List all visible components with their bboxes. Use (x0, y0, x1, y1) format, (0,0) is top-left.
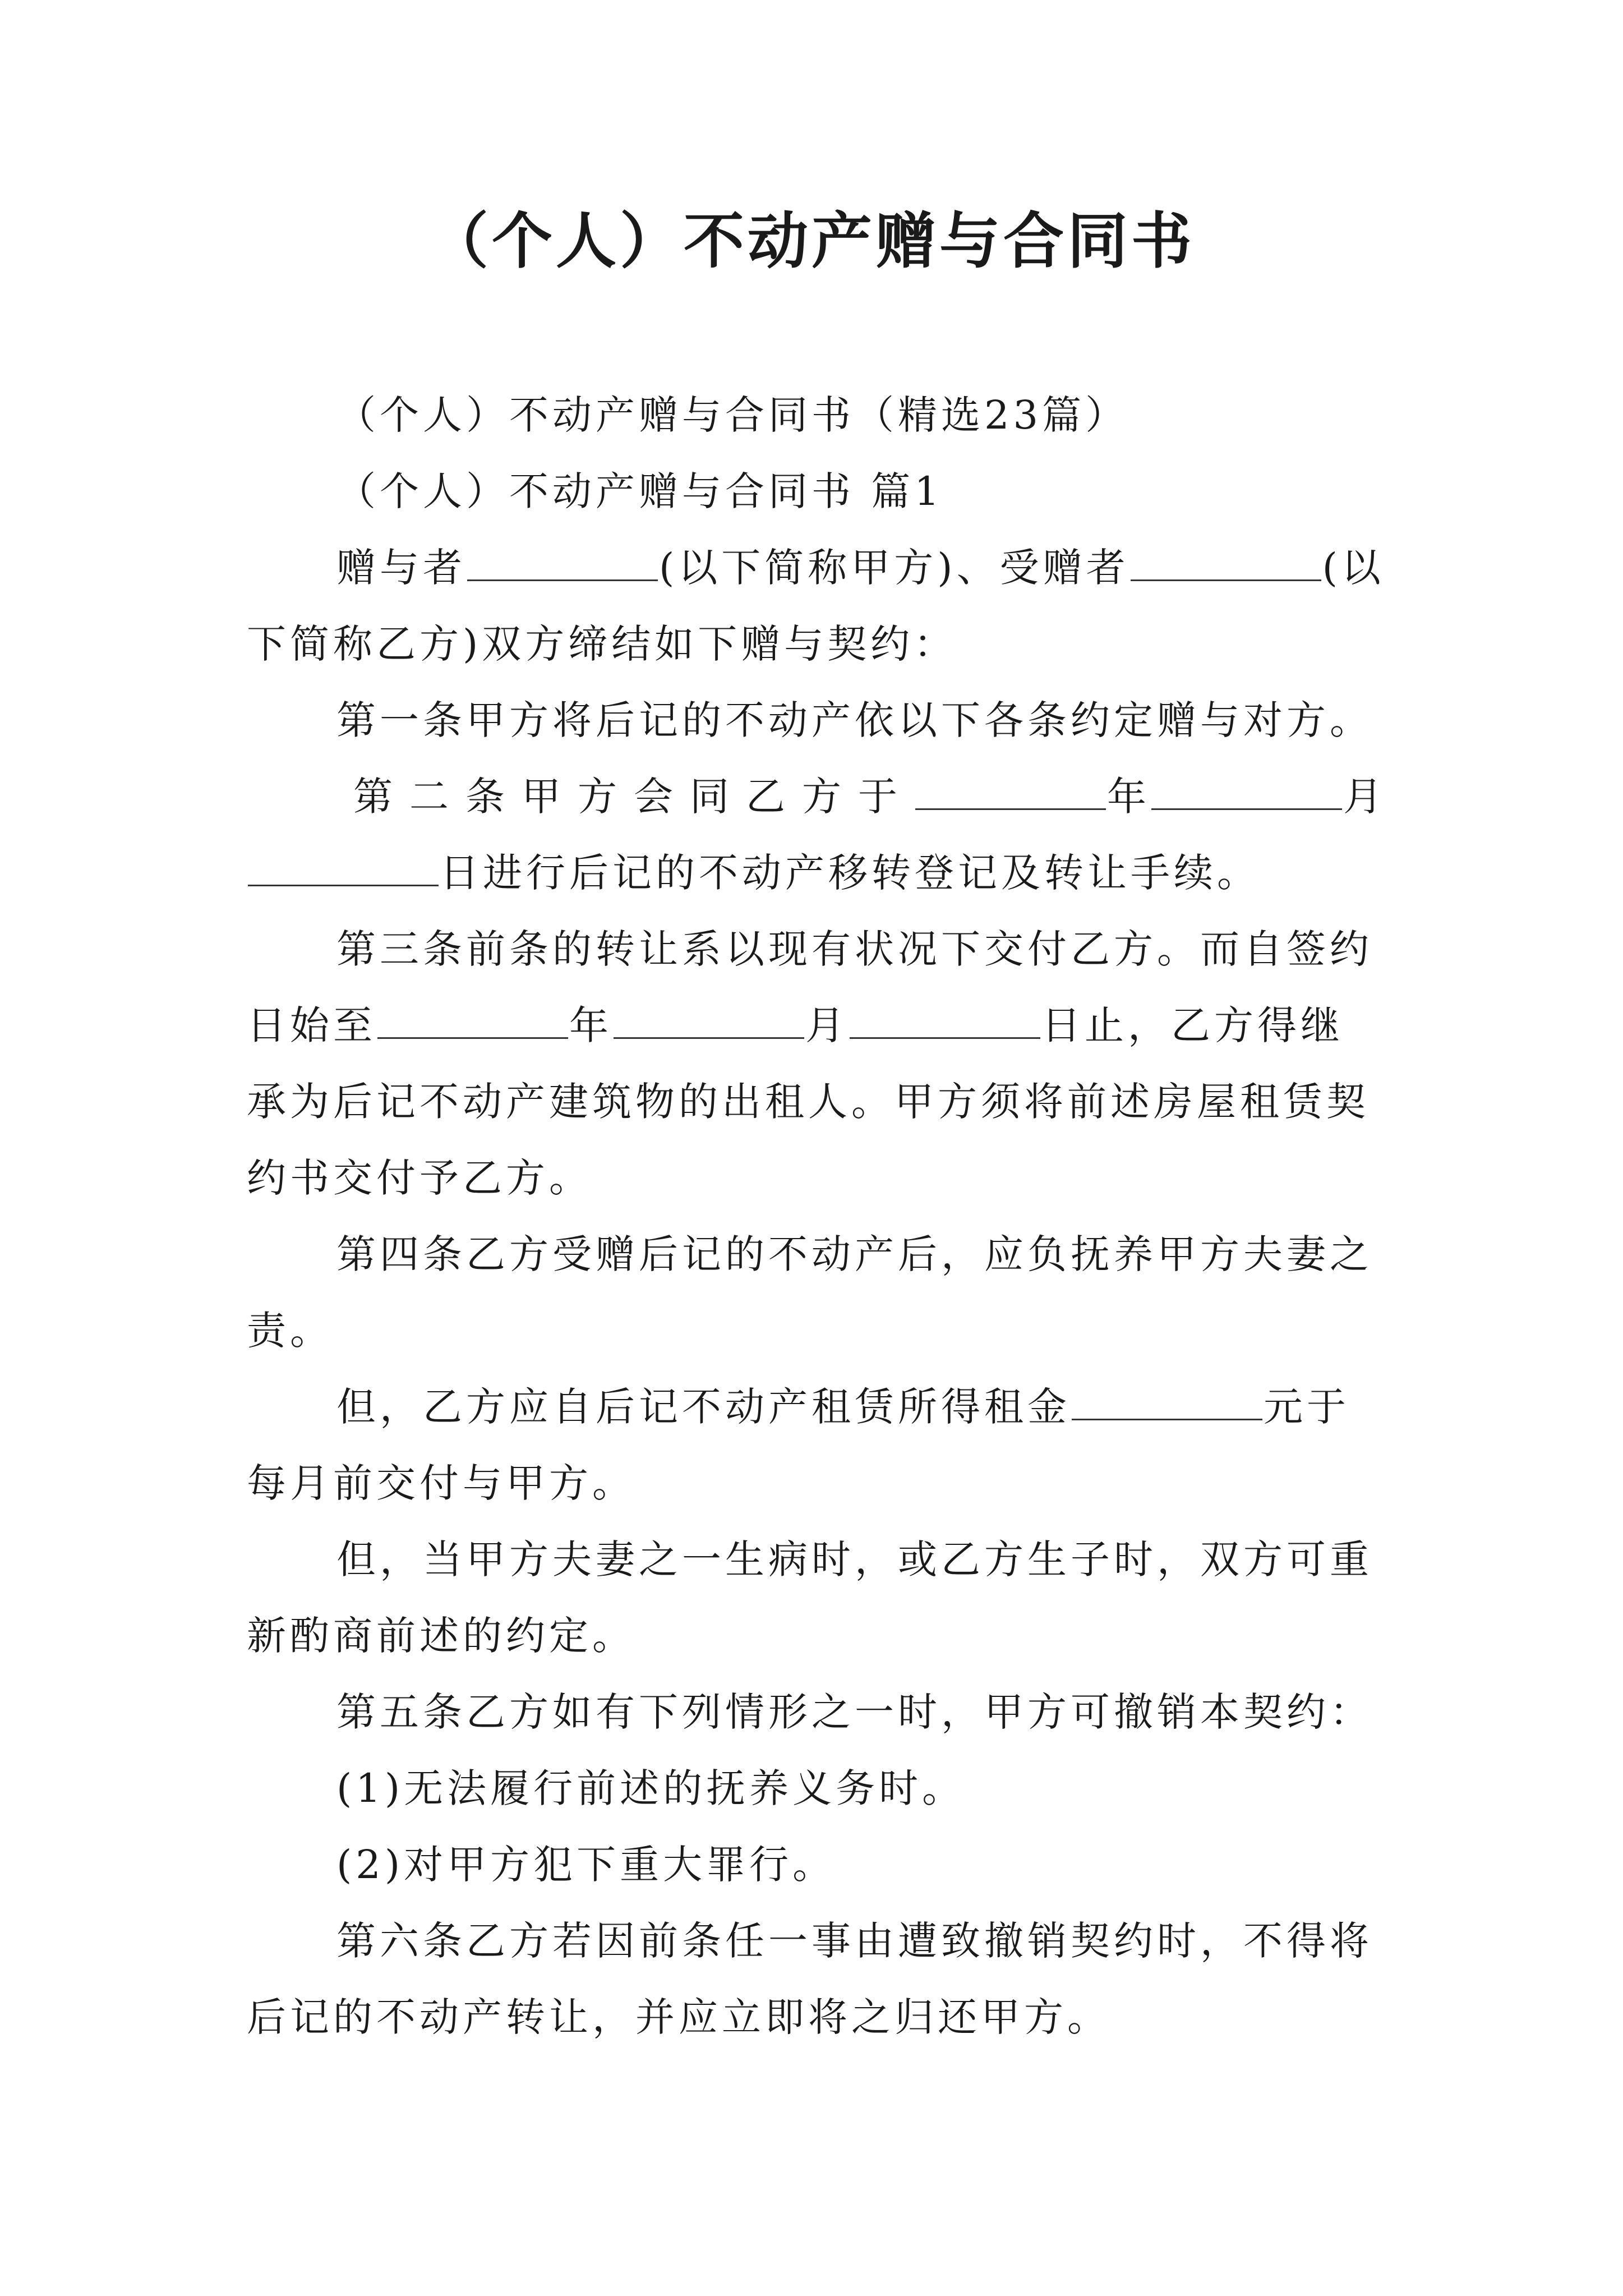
text-segment: (以下简称甲方)、受赠者 (659, 545, 1129, 591)
paragraph-line: 新酌商前述的约定。 (247, 1613, 635, 1659)
paragraph-line: 下简称乙方)双方缔结如下赠与契约： (247, 621, 957, 667)
paragraph-line (247, 997, 1344, 1053)
text-segment: 第二条甲方会同乙方于 (353, 774, 914, 820)
paragraph-line: 第六条乙方若因前条任一事由遭致撤销契约时，不得将 (336, 1918, 1373, 1964)
paragraph-line (336, 540, 1385, 596)
fill-in-blank (614, 1002, 804, 1039)
text-segment: 年 (1107, 774, 1150, 820)
text-segment: (以 (1322, 545, 1385, 591)
paragraph-line (353, 769, 1386, 825)
paragraph-line: 每月前交付与甲方。 (247, 1460, 635, 1506)
fill-in-blank (1131, 545, 1321, 581)
document-subtitle: （个人）不动产赠与合同书（精选23篇） (336, 392, 1129, 438)
fill-in-blank (850, 1002, 1040, 1039)
paragraph-line: (1)无法履行前述的抚养义务时。 (336, 1765, 966, 1811)
text-segment: 月 (1343, 774, 1386, 820)
paragraph-line (247, 845, 1260, 901)
paragraph-line: 约书交付予乙方。 (247, 1155, 592, 1201)
paragraph-line: 第四条乙方受赠后记的不动产后，应负抚养甲方夫妻之 (336, 1231, 1373, 1277)
paragraph-line: 承为后记不动产建筑物的出租人。甲方须将前述房屋租赁契 (247, 1079, 1370, 1125)
text-segment: 元于 (1264, 1384, 1350, 1430)
section-heading: （个人）不动产赠与合同书 篇1 (336, 468, 943, 514)
document-title: （个人）不动产赠与合同书 (427, 206, 1195, 277)
text-segment: 但，乙方应自后记不动产租赁所得租金 (336, 1384, 1071, 1430)
paragraph-line: (2)对甲方犯下重大罪行。 (336, 1842, 836, 1888)
text-segment: 赠与者 (336, 545, 466, 591)
fill-in-blank (1151, 774, 1342, 810)
paragraph-line: 但，当甲方夫妻之一生病时，或乙方生子时，双方可重 (336, 1536, 1373, 1582)
text-segment: 年 (569, 1002, 612, 1048)
fill-in-blank (467, 545, 658, 581)
fill-in-blank (915, 774, 1106, 810)
paragraph-line: 第五条乙方如有下列情形之一时，甲方可撤销本契约： (336, 1689, 1373, 1735)
paragraph-line: 责。 (247, 1308, 333, 1354)
text-segment: 月 (805, 1002, 849, 1048)
paragraph-line: 后记的不动产转让，并应立即将之归还甲方。 (247, 1994, 1110, 2040)
text-segment: 日进行后记的不动产移转登记及转让手续。 (440, 850, 1260, 896)
paragraph-line: 第一条甲方将后记的不动产依以下各条约定赠与对方。 (336, 697, 1373, 743)
text-segment: 日止，乙方得继 (1041, 1002, 1344, 1048)
fill-in-blank (248, 850, 439, 886)
fill-in-blank (377, 1002, 568, 1039)
fill-in-blank (1072, 1384, 1262, 1420)
text-segment: 日始至 (247, 1002, 376, 1048)
paragraph-line: 第三条前条的转让系以现有状况下交付乙方。而自签约 (336, 926, 1373, 972)
paragraph-line (336, 1379, 1350, 1435)
